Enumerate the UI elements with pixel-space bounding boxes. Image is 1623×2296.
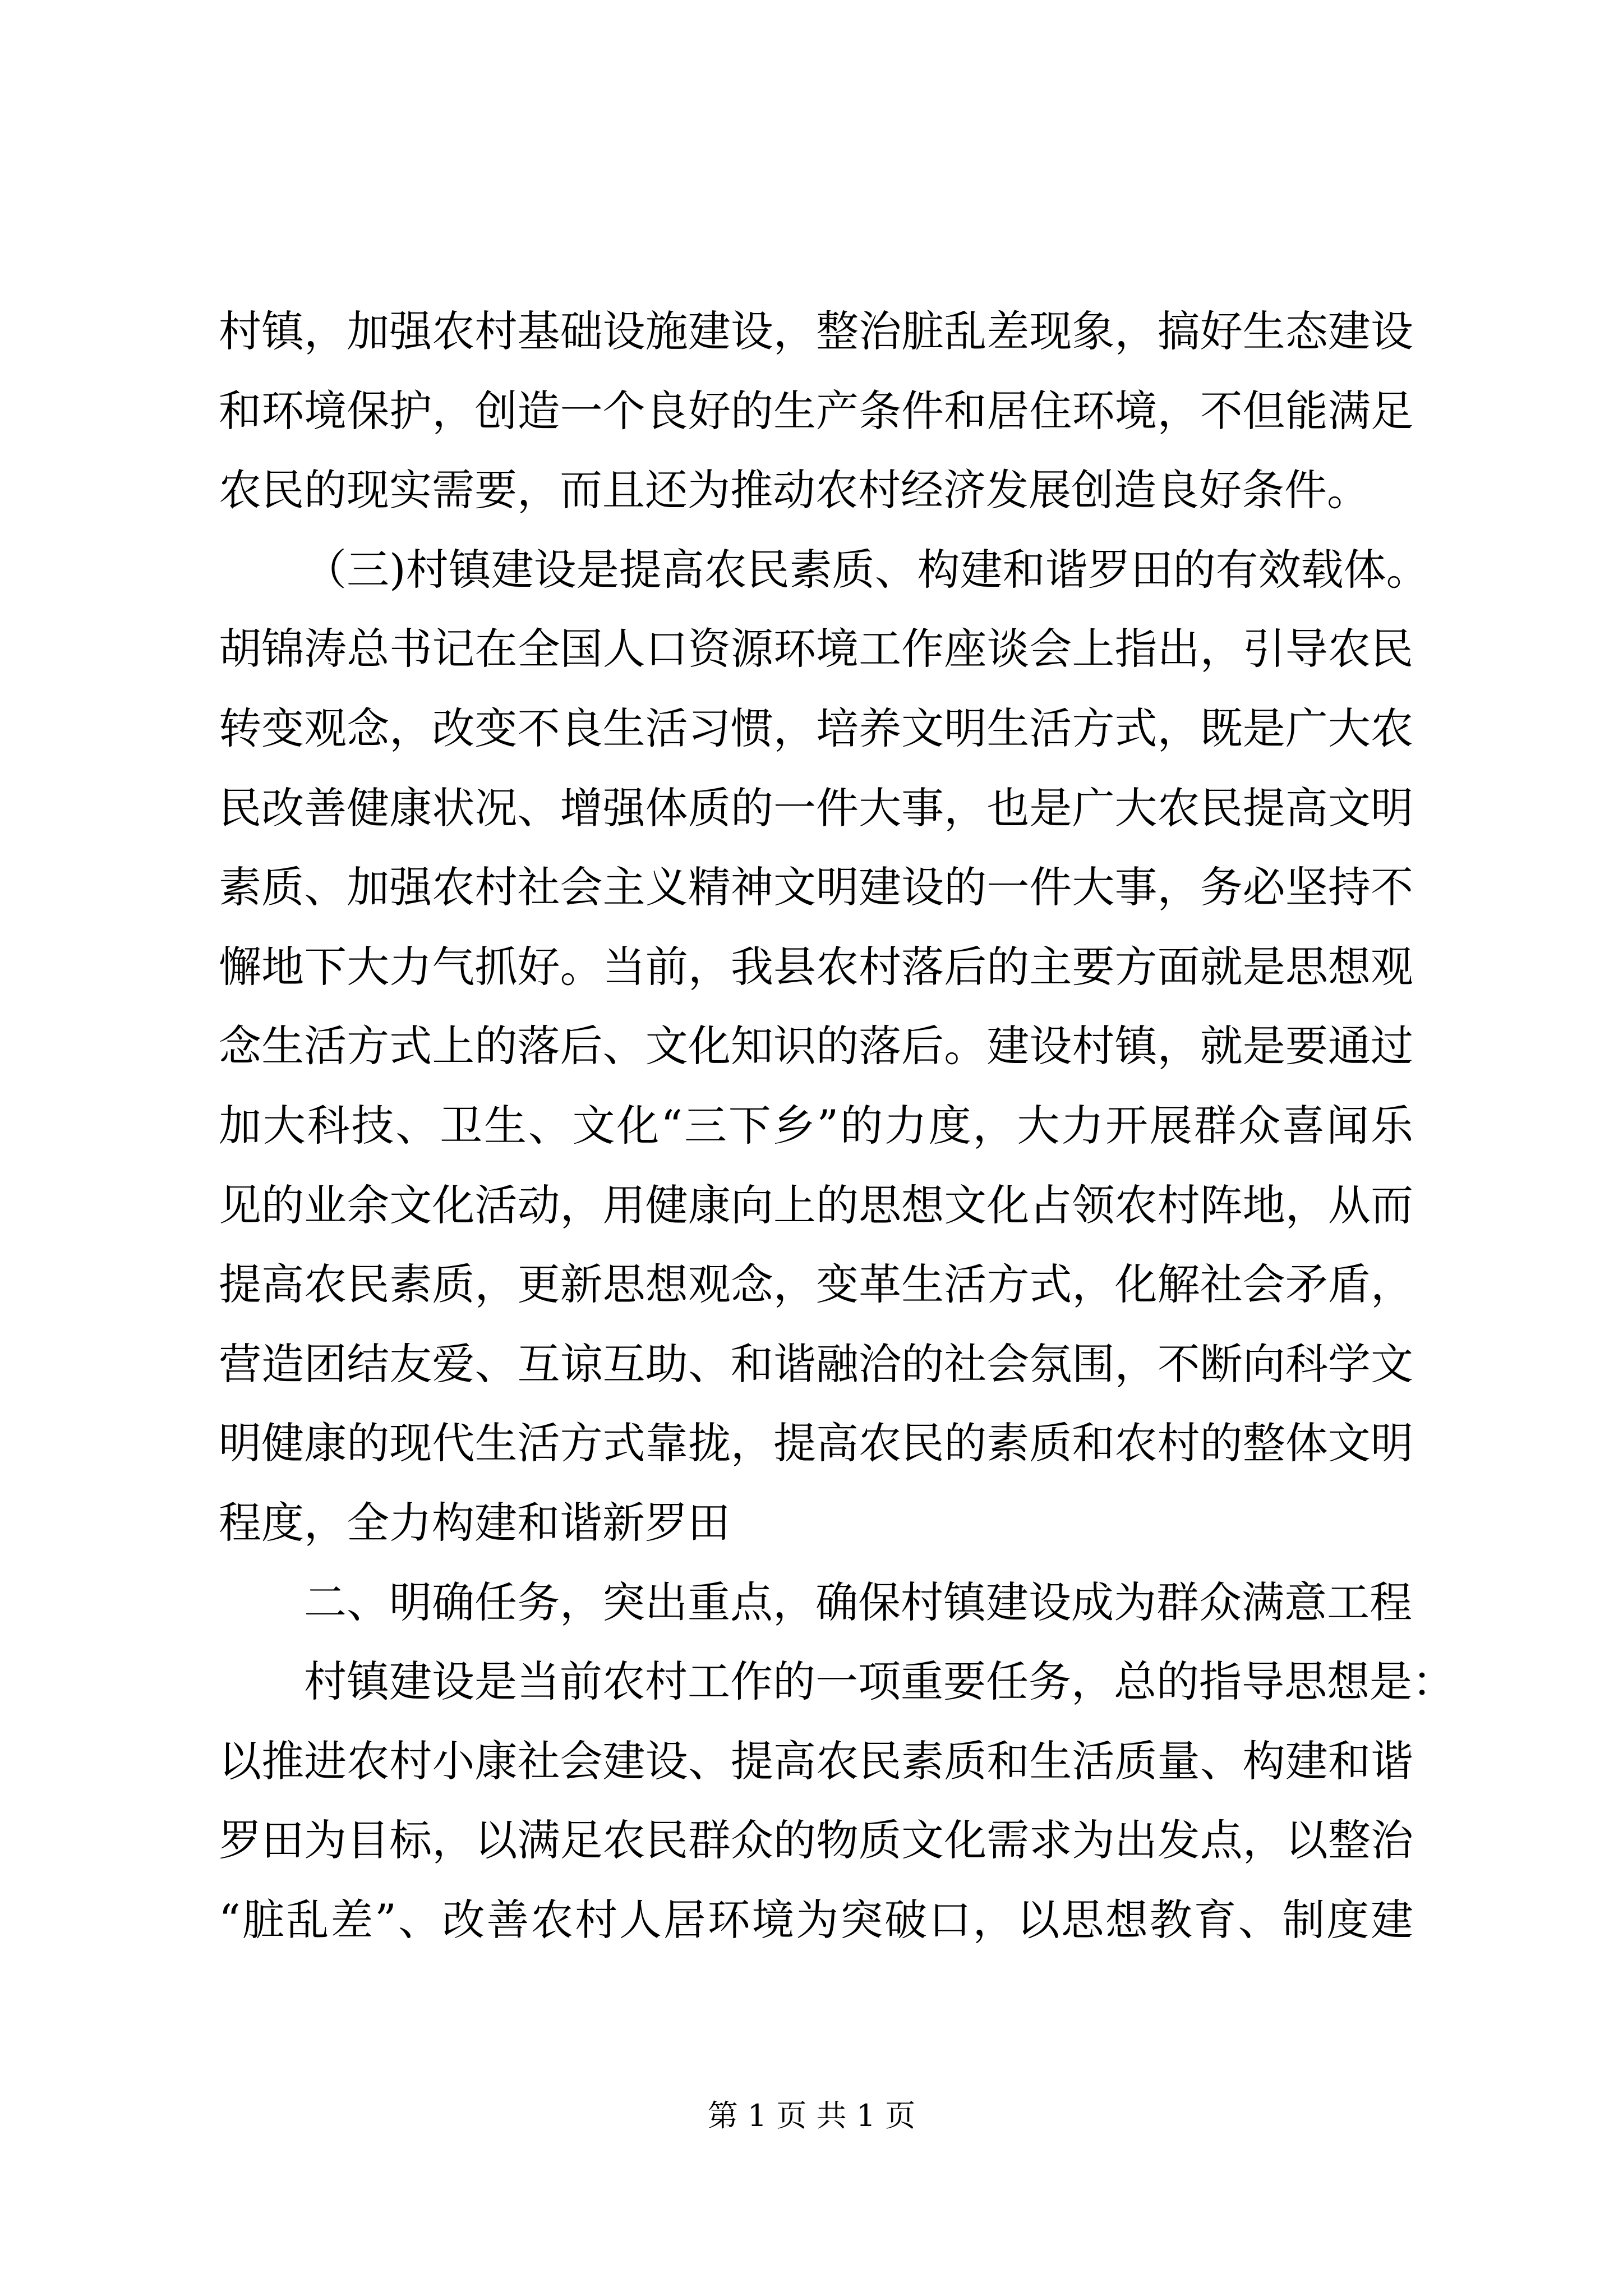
text-line: 提高农民素质，更新思想观念，变革生活方式，化解社会矛盾， <box>219 1259 1413 1310</box>
text-line: “脏乱差”、改善农村人居环境为突破口，以思想教育、制度建 <box>219 1894 1413 1945</box>
text-line: 懈地下大力气抓好。当前，我县农村落后的主要方面就是思想观 <box>219 941 1413 992</box>
text-line: 农民的现实需要，而且还为推动农村经济发展创造良好条件。 <box>219 465 1370 516</box>
text-line: （三)村镇建设是提高农民素质、构建和谐罗田的有效载体。 <box>304 544 1429 595</box>
text-line: 营造团结友爱、互谅互助、和谐融洽的社会氛围，不断向科学文 <box>219 1338 1413 1389</box>
page-footer: 第 1 页 共 1 页 <box>707 2098 916 2133</box>
text-line: 村镇建设是当前农村工作的一项重要任务，总的指导思想是： <box>304 1657 1455 1707</box>
text-line: 见的业余文化活动，用健康向上的思想文化占领农村阵地，从而 <box>219 1180 1413 1230</box>
text-line: 和环境保护，创造一个良好的生产条件和居住环境，不但能满足 <box>219 385 1413 436</box>
text-line: 程度，全力构建和谐新罗田 <box>219 1497 730 1548</box>
text-line: 转变观念，改变不良生活习惯，培养文明生活方式，既是广大农 <box>219 703 1413 753</box>
text-line: 民改善健康状况、增强体质的一件大事，也是广大农民提高文明 <box>219 783 1413 833</box>
text-line: 二、明确任务，突出重点，确保村镇建设成为群众满意工程 <box>304 1577 1412 1627</box>
text-line: 胡锦涛总书记在全国人口资源环境工作座谈会上指出，引导农民 <box>219 624 1413 674</box>
text-line: 以推进农村小康社会建设、提高农民素质和生活质量、构建和谐 <box>219 1736 1413 1786</box>
document-body <box>219 292 1455 1959</box>
text-line: 加大科技、卫生、文化“三下乡”的力度，大力开展群众喜闻乐 <box>219 1100 1413 1151</box>
text-line: 素质、加强农村社会主义精神文明建设的一件大事，务必坚持不 <box>219 862 1413 913</box>
text-line: 念生活方式上的落后、文化知识的落后。建设村镇，就是要通过 <box>219 1021 1413 1071</box>
text-line: 村镇，加强农村基础设施建设，整治脏乱差现象，搞好生态建设 <box>219 306 1413 356</box>
text-line: 明健康的现代生活方式靠拢，提高农民的素质和农村的整体文明 <box>219 1418 1413 1469</box>
text-line: 罗田为目标，以满足农民群众的物质文化需求为出发点，以整治 <box>219 1815 1413 1866</box>
